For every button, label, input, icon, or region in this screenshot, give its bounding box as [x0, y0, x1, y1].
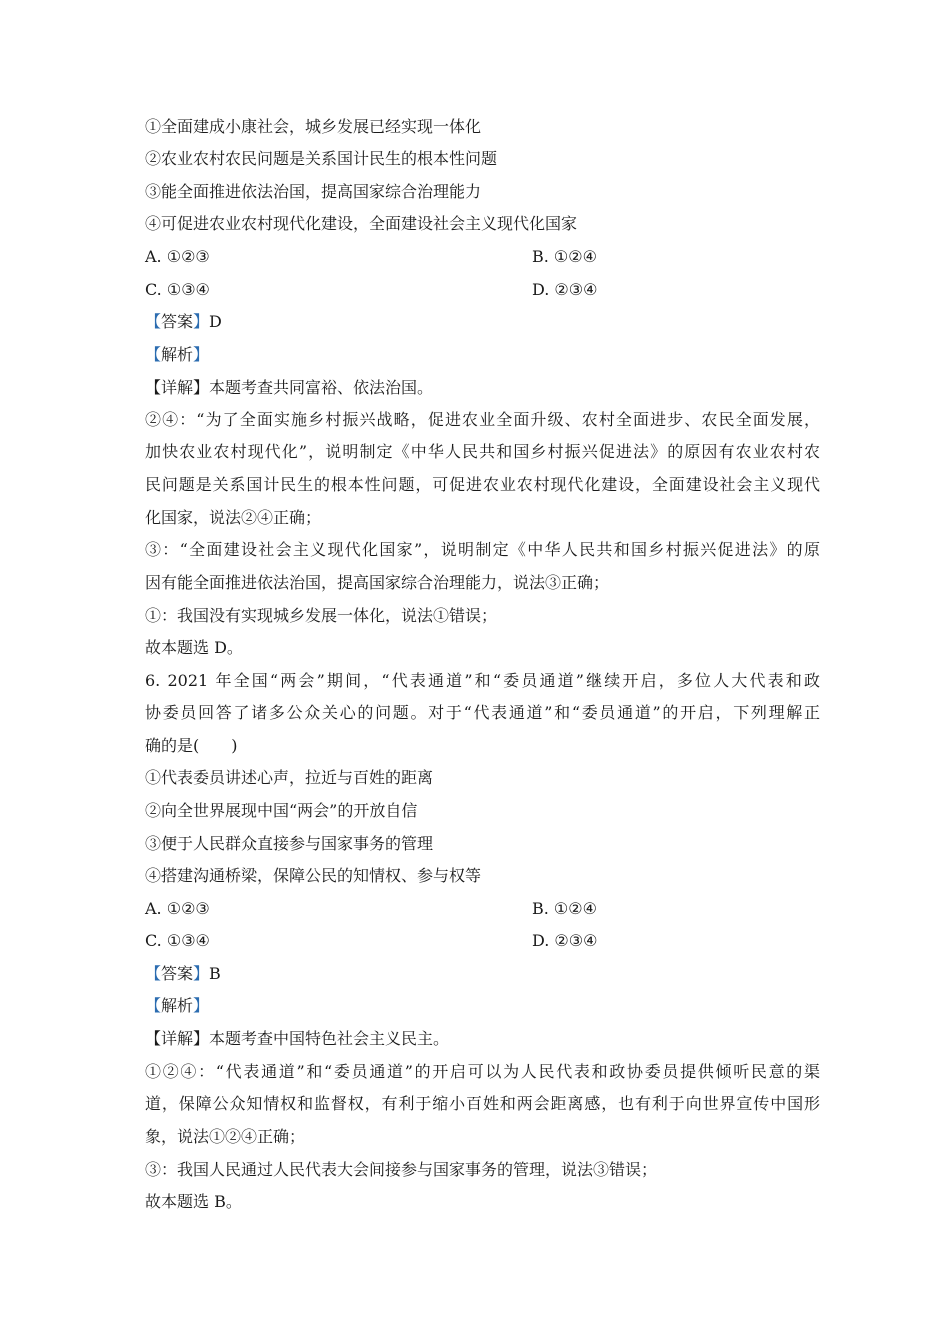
q5-explanation-line-4: 化国家，说法②④正确； — [145, 508, 322, 527]
detail-label: 详解 — [161, 1029, 194, 1048]
q6-detail-line: 【详解】本题考查中国特色社会主义民主。 — [145, 1029, 450, 1048]
q5-answer-line: 【答案】D — [145, 312, 222, 331]
answer-value: B — [209, 964, 221, 983]
detail-intro: 本题考查中国特色社会主义民主。 — [209, 1029, 450, 1048]
q5-statement-2: ②农业农村农民问题是关系国计民生的根本性问题 — [145, 149, 498, 168]
q6-explanation-line-2: 道，保障公众知情权和监督权，有利于缩小百姓和两会距离感，也有利于向世界宣传中国形 — [145, 1094, 820, 1113]
q6-option-b: B. ①②④ — [532, 899, 597, 918]
q6-explanation-line-5: 故本题选 B。 — [145, 1192, 242, 1211]
q5-explanation-line-5: ③：“全面建设社会主义现代化国家”，说明制定《中华人民共和国乡村振兴促进法》的原 — [145, 540, 820, 559]
q5-statement-3: ③能全面推进依法治国，提高国家综合治理能力 — [145, 182, 482, 201]
answer-label: 答案 — [161, 964, 194, 983]
q5-option-b: B. ①②④ — [532, 247, 597, 266]
q5-explanation-line-6: 因有能全面推进依法治国，提高国家综合治理能力，说法③正确； — [145, 573, 610, 592]
q6-stem-line-1: 6. 2021 年全国“两会”期间，“代表通道”和“委员通道”继续开启，多位人大代表和政 — [145, 671, 820, 690]
q5-option-d: D. ②③④ — [532, 280, 598, 299]
q6-option-c: C. ①③④ — [145, 931, 210, 950]
analysis-label: 解析 — [161, 345, 194, 364]
q6-explanation-line-4: ③：我国人民通过人民代表大会间接参与国家事务的管理，说法③错误； — [145, 1160, 658, 1179]
q6-statement-4: ④搭建沟通桥梁，保障公民的知情权、参与权等 — [145, 866, 482, 885]
q6-explanation-line-3: 象，说法①②④正确； — [145, 1127, 306, 1146]
q6-option-a: A. ①②③ — [145, 899, 210, 918]
analysis-label: 解析 — [161, 996, 194, 1015]
q6-statement-3: ③便于人民群众直接参与国家事务的管理 — [145, 834, 434, 853]
q5-explanation-line-3: 民问题是关系国计民生的根本性问题，可促进农业农村现代化建设，全面建设社会主义现代 — [145, 475, 820, 494]
q6-stem-line-2: 协委员回答了诸多公众关心的问题。对于“代表通道”和“委员通道”的开启，下列理解正 — [145, 703, 820, 722]
q5-statement-1: ①全面建成小康社会，城乡发展已经实现一体化 — [145, 117, 482, 136]
q5-detail-line: 【详解】本题考查共同富裕、依法治国。 — [145, 378, 434, 397]
q6-stem-line-3: 确的是( ) — [145, 736, 238, 755]
detail-label: 详解 — [161, 378, 194, 397]
q6-answer-line: 【答案】B — [145, 964, 221, 983]
q6-statement-2: ②向全世界展现中国“两会”的开放自信 — [145, 801, 418, 820]
q6-option-d: D. ②③④ — [532, 931, 598, 950]
q5-option-a: A. ①②③ — [145, 247, 210, 266]
q6-analysis-heading: 【解析】 — [145, 996, 210, 1015]
q5-option-c: C. ①③④ — [145, 280, 210, 299]
answer-label: 答案 — [161, 312, 194, 331]
q5-explanation-line-8: 故本题选 D。 — [145, 638, 243, 657]
q5-statement-4: ④可促进农业农村现代化建设，全面建设社会主义现代化国家 — [145, 214, 578, 233]
detail-intro: 本题考查共同富裕、依法治国。 — [209, 378, 434, 397]
q6-explanation-line-1: ①②④：“代表通道”和“委员通道”的开启可以为人民代表和政协委员提供倾听民意的渠 — [145, 1062, 820, 1081]
answer-value: D — [209, 312, 222, 331]
q6-statement-1: ①代表委员讲述心声，拉近与百姓的距离 — [145, 768, 434, 787]
q5-explanation-line-7: ①：我国没有实现城乡发展一体化，说法①错误； — [145, 606, 498, 625]
q5-analysis-heading: 【解析】 — [145, 345, 210, 364]
q5-explanation-line-1: ②④：“为了全面实施乡村振兴战略，促进农业全面升级、农村全面进步、农民全面发展， — [145, 410, 820, 429]
q5-explanation-line-2: 加快农业农村现代化”，说明制定《中华人民共和国乡村振兴促进法》的原因有农业农村农 — [145, 442, 820, 461]
